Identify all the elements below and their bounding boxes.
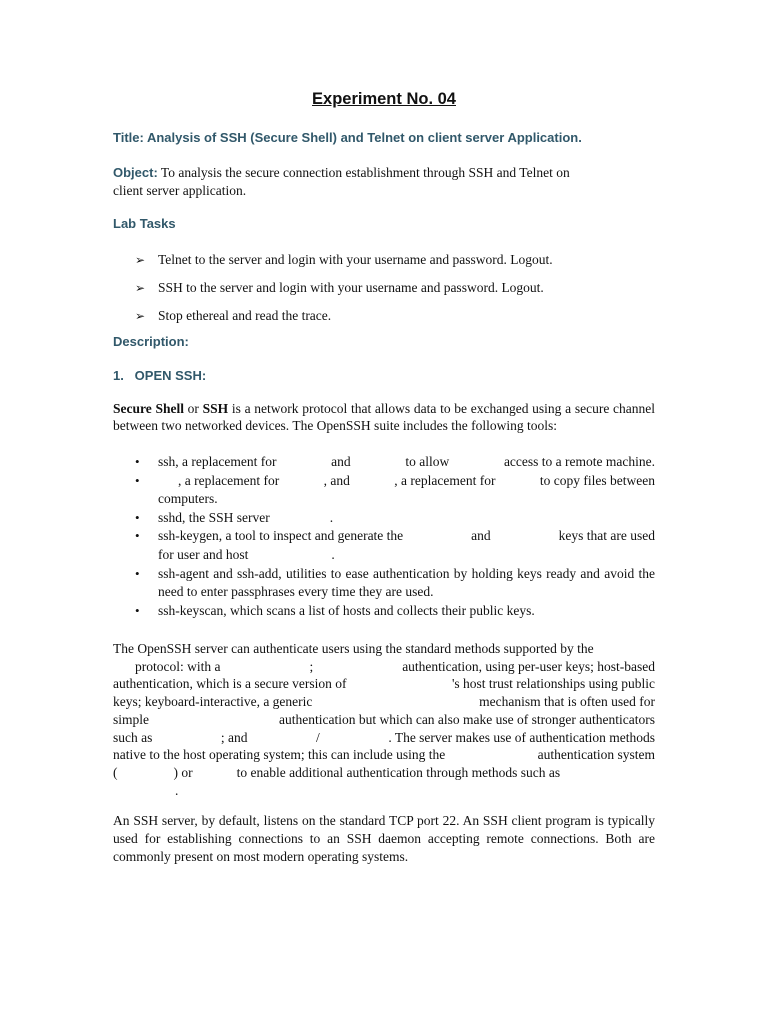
list-item [113, 509, 655, 528]
tool-text: and [331, 454, 351, 469]
auth-text: to enable additional authentication through methods such as [236, 764, 561, 780]
tool-text: access to a remote machine. [503, 454, 655, 469]
auth-text: protocol: with a [135, 658, 221, 674]
auth-text: 's host trust relationships using public [451, 676, 655, 692]
bullet-icon: • [135, 472, 140, 488]
auth-text: authentication but which can also make use of stronger authenticators [278, 711, 655, 727]
tools-list [113, 453, 655, 620]
intro-paragraph [113, 400, 655, 434]
tool-text: ssh-keygen, a tool to inspect and generate the [158, 528, 404, 544]
term-ssh: SSH [202, 401, 229, 416]
auth-text: authentication, using per-user keys; host-based [402, 658, 655, 674]
auth-text: keys; keyboard-interactive, a generic [113, 694, 313, 710]
list-item [113, 472, 655, 509]
lab-task-text: SSH to the server and login with your username and password. Logout. [158, 280, 544, 295]
tool-text: sshd, the SSH server [158, 509, 270, 525]
tool-text: and [471, 528, 491, 544]
tool-text: , a replacement for [178, 472, 280, 488]
tool-text: to copy files between [539, 472, 655, 488]
term-secure-shell: Secure Shell [113, 401, 184, 416]
description-heading: Description: [113, 334, 189, 349]
arrow-bullet-icon: ➢ [135, 253, 146, 267]
auth-text: native to the host operating system; this can include using the [113, 747, 446, 763]
list-item [113, 565, 655, 602]
document-title: Experiment No. 04 [312, 90, 456, 108]
lab-tasks-heading: Lab Tasks [113, 216, 176, 231]
object-text: To analysis the secure connection establishment through SSH and Telnet on [157, 165, 570, 180]
bullet-icon: • [135, 509, 140, 525]
lab-task-text: Telnet to the server and login with your username and password. Logout. [158, 252, 553, 267]
intro-or: or [183, 401, 203, 416]
list-item [113, 602, 655, 621]
auth-text: . [175, 782, 179, 798]
lab-task-item [135, 279, 544, 297]
tool-text: . [329, 509, 334, 525]
tool-text: , a replacement for [394, 472, 496, 488]
auth-text: ; [309, 658, 314, 674]
object-line-2: client server application. [113, 183, 247, 198]
list-item [113, 527, 655, 564]
intro-text: is a network protocol that allows data to be exchanged using a secure channel between two networked devices. The OpenSSH suite includes the following tools: [113, 401, 656, 434]
lab-task-text: Stop ethereal and read the trace. [158, 308, 332, 323]
tool-text: computers. [158, 491, 218, 507]
arrow-bullet-icon: ➢ [135, 309, 146, 323]
list-item [113, 453, 655, 472]
auth-text: ( [113, 764, 118, 780]
object-line-1 [113, 164, 570, 182]
tool-text: for user and host [158, 546, 249, 562]
lab-task-item [135, 251, 553, 269]
section-heading-open-ssh: 1. OPEN SSH: [113, 368, 207, 383]
tool-text: keys that are used [558, 528, 655, 544]
tool-text: to allow [405, 454, 450, 469]
auth-text: ) or [173, 764, 193, 780]
auth-text: such as [113, 729, 153, 745]
arrow-bullet-icon: ➢ [135, 281, 146, 295]
experiment-title-line: Title: Analysis of SSH (Secure Shell) and Telnet on client server Application. [113, 130, 582, 145]
bullet-icon: • [135, 565, 140, 581]
tool-text: ssh-agent and ssh-add, utilities to ease authentication by holding keys ready and avoid the need to enter passphrases every time they are used. [158, 565, 655, 600]
auth-text: The OpenSSH server can authenticate users using the standard methods supported by the [113, 641, 594, 656]
tool-text: ssh-keyscan, which scans a list of hosts and collects their public keys. [158, 602, 535, 618]
lab-task-item [135, 307, 331, 325]
bullet-icon: • [135, 602, 140, 618]
auth-text: authentication system [537, 747, 655, 763]
tool-text: ssh, a replacement for [158, 454, 277, 469]
auth-text: simple [113, 711, 149, 727]
auth-text: authentication, which is a secure version of [113, 676, 347, 692]
auth-text: mechanism that is often used for [479, 694, 655, 710]
auth-text: ; and [220, 729, 248, 745]
auth-text: . The server makes use of authentication methods [388, 729, 655, 745]
tool-text: . [331, 546, 335, 562]
object-label: Object: [113, 165, 158, 180]
auth-text: / [316, 729, 320, 745]
tool-text: , and [323, 472, 350, 488]
bullet-icon: • [135, 528, 140, 544]
bullet-icon: • [135, 454, 140, 469]
auth-paragraph [113, 640, 655, 799]
port-paragraph: An SSH server, by default, listens on the standard TCP port 22. An SSH client program is typically used for establishing connections to an SSH daemon accepting remote connections. Both are commonly present on most modern operating systems. [113, 813, 655, 865]
